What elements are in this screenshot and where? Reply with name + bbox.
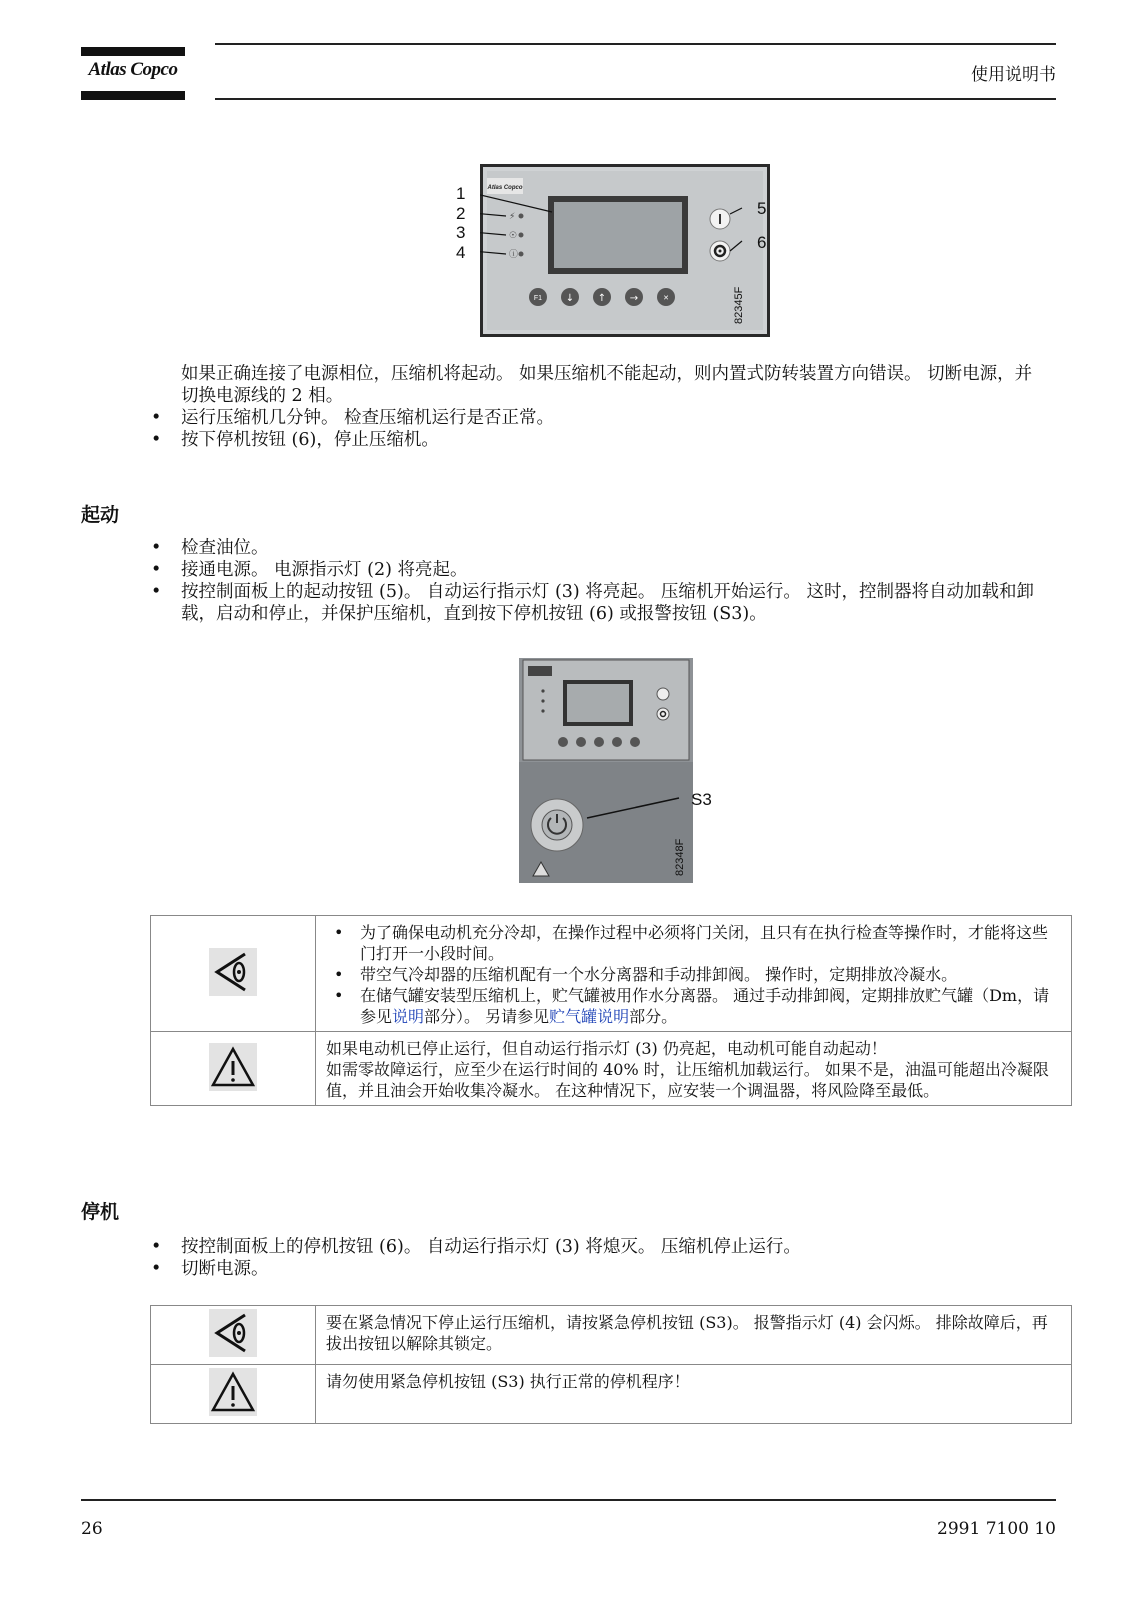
svg-text:F1: F1 — [533, 295, 543, 302]
note-table-2 — [150, 1305, 1072, 1424]
stop-heading: 停机 — [81, 1201, 120, 1223]
warning-icon — [209, 1043, 257, 1091]
alarm-indicator — [519, 252, 524, 257]
brand-logo: Atlas Copco — [88, 59, 178, 80]
list-item: • 按控制面板上的停机按钮 (6)。 自动运行指示灯 (3) 将熄灭。 压缩机停止运行。 — [151, 1236, 1055, 1258]
warning-line-2: 如需零故障运行，应至少在运行时间的 40% 时，让压缩机加载运行。 如果不是，油温可能超出冷凝限值，并且油会开始收集冷凝水。 在这种情况下，应安装一个调温器，将风险降至最低。 — [326, 1060, 1049, 1100]
stop-bullets — [151, 1236, 1055, 1280]
warning-cell — [151, 1032, 316, 1106]
list-item: • 按下停机按钮 (6)，停止压缩机。 — [151, 429, 1041, 451]
callout-5: 5 — [757, 199, 767, 218]
list-item: • 为了确保电动机充分冷却，在操作过程中必须将门关闭，且只有在执行检查等操作时，才能将这些门打开一小段时间。 — [326, 922, 1063, 964]
start-bullets — [151, 537, 1055, 625]
eye-icon — [209, 948, 257, 996]
list-item: • 运行压缩机几分钟。 检查压缩机运行是否正常。 — [151, 407, 1041, 429]
header-title: 使用说明书 — [971, 65, 1056, 85]
emergency-stop-figure — [519, 658, 693, 883]
warning-line-1: 如果电动机已停止运行，但自动运行指示灯 (3) 仍亮起，电动机可能自动起动！ — [326, 1039, 887, 1058]
link-air-receiver[interactable]: 贮气罐说明 — [549, 1007, 630, 1026]
warning-cell — [151, 1365, 316, 1424]
start-heading: 起动 — [81, 504, 120, 526]
footer-rule — [81, 1499, 1056, 1501]
warning-icon — [209, 1368, 257, 1416]
eye-icon — [209, 1309, 257, 1357]
list-item: • 检查油位。 — [151, 537, 1055, 559]
callout-2: 2 — [456, 204, 466, 223]
svg-text:↓: ↓ — [565, 293, 575, 304]
svg-text:↑: ↑ — [597, 293, 607, 304]
logo-bar-top — [81, 47, 185, 56]
warning-text-cell — [316, 1032, 1072, 1106]
list-item: • 切断电源。 — [151, 1258, 1055, 1280]
link-instructions[interactable]: 说明 — [392, 1007, 425, 1026]
callout-6: 6 — [757, 233, 767, 252]
info-text-cell: 要在紧急情况下停止运行压缩机，请按紧急停机按钮 (S3)。 报警指示灯 (4) 会闪烁。 排除故障后，再拔出按钮以解除其锁定。 — [316, 1306, 1072, 1365]
list-item: • 带空气冷却器的压缩机配有一个水分离器和手动排卸阀。 操作时，定期排放冷凝水。 — [326, 964, 1063, 985]
header-rule-top — [215, 43, 1056, 45]
auto-indicator — [519, 233, 524, 238]
auto-icon: ☉ — [509, 231, 518, 241]
warning-text-cell: 请勿使用紧急停机按钮 (S3) 执行正常的停机程序！ — [316, 1365, 1072, 1424]
header-rule-bottom — [215, 98, 1056, 100]
note-table-1 — [150, 915, 1072, 1106]
svg-text:✕: ✕ — [663, 294, 669, 302]
info-cell — [151, 1306, 316, 1365]
list-item: • 在储气罐安装型压缩机上，贮气罐被用作水分离器。 通过手动排卸阀，定期排放贮气罐（Dm，请参见说明部分）。 另请参见贮气罐说明部分。 — [326, 985, 1063, 1027]
intro-bullets — [151, 407, 1041, 451]
intro-paragraph: 如果正确连接了电源相位，压缩机将起动。 如果压缩机不能起动，则内置式防转装置方向错误。 切断电源，并切换电源线的 2 相。 — [181, 364, 1033, 406]
lightning-icon: ⚡ — [509, 212, 516, 222]
control-panel-figure — [480, 164, 770, 337]
list-item: • 接通电源。 电源指示灯 (2) 将亮起。 — [151, 559, 1055, 581]
callout-1: 1 — [456, 184, 466, 203]
figure1-code: 82345F — [733, 286, 745, 324]
figure2-code: 82348F — [674, 838, 686, 876]
info-cell — [151, 916, 316, 1032]
info-text-cell — [316, 916, 1072, 1032]
callout-s3: S3 — [691, 790, 712, 809]
svg-text:→: → — [629, 293, 639, 304]
list-item: • 按控制面板上的起动按钮 (5)。 自动运行指示灯 (3) 将亮起。 压缩机开始运行。 这时，控制器将自动加载和卸载，启动和停止，并保护压缩机，直到按下停机按钮 (6) 或报警按钮 (S3)。 — [151, 581, 1055, 625]
page-number: 26 — [81, 1519, 103, 1539]
callout-3: 3 — [456, 223, 466, 242]
panel-brand-text: Atlas Copco — [487, 185, 523, 191]
callout-4: 4 — [456, 243, 466, 262]
power-indicator — [519, 214, 524, 219]
doc-number: 2991 7100 10 — [937, 1519, 1056, 1539]
alarm-icon: ⓘ — [509, 250, 519, 260]
logo-bar-bottom — [81, 91, 185, 100]
